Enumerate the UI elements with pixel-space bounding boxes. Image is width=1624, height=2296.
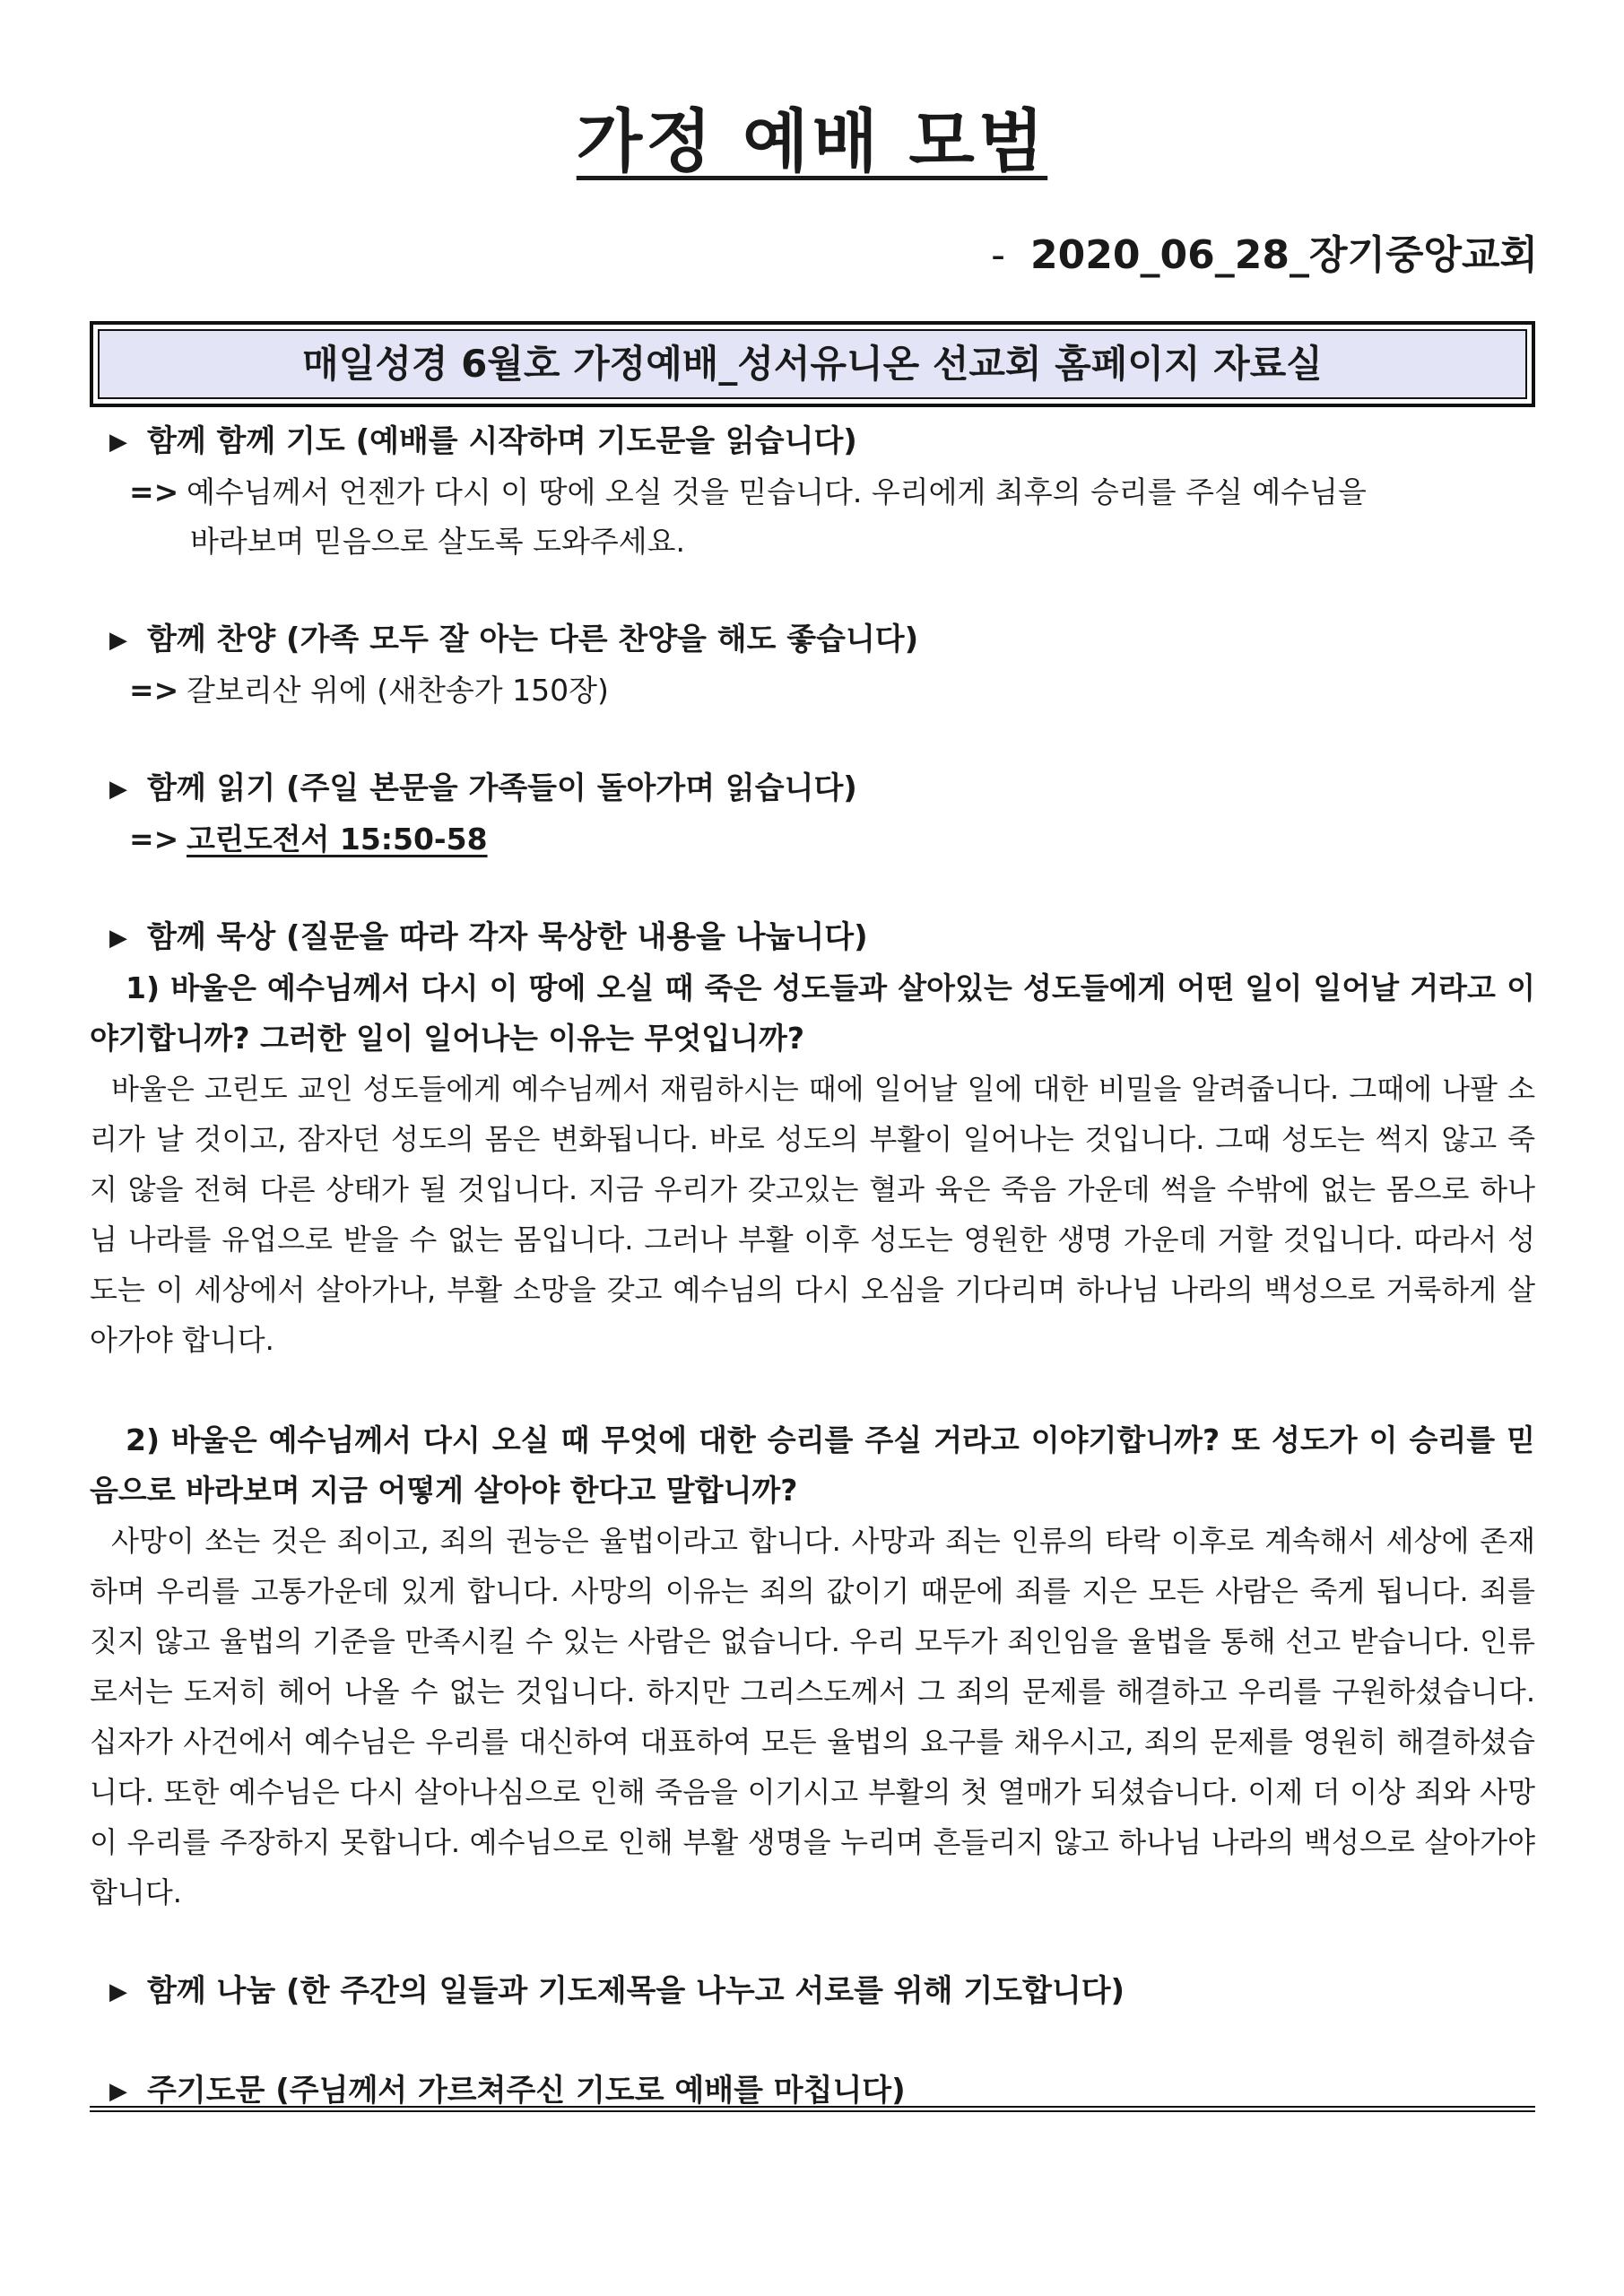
question-1: 1) 바울은 예수님께서 다시 이 땅에 오실 때 죽은 성도들과 살아있는 성도들에게 어떤 일이 일어날 거라고 이야기합니까? 그러한 일이 일어나는 이유는 무엇입니까? [90, 970, 1535, 1056]
dash-mark: - [991, 232, 1006, 278]
triangle-bullet-icon: ▶ [109, 925, 127, 952]
date-church-line [991, 229, 1538, 283]
section-heading: ▶ 함께 나눔 (한 주간의 일들과 기도제목을 나누고 서로를 위해 기도합니다) [109, 1966, 1535, 2017]
document-title: 가정 예배 모범 [576, 101, 1048, 181]
answer-2: 사망이 쏘는 것은 죄이고, 죄의 권능은 율법이라고 합니다. 사망과 죄는 인류의 타락 이후로 계속해서 세상에 존재하며 우리를 고통가운데 있게 합니다. 사망의 이유는 죄의 값이기 때문에 죄를 지은 모든 사람은 죽게 됩니다. 죄를 짓지 않고 율법의 기준을 만족시킬 수 있는 사람은 없습니다. 우리 모두가 죄인임을 율법을 통해 선고 받습니다. 인류로서는 도저히 헤어 나올 수 없는 것입니다. 하지만 그리스도께서 그 죄의 문제를 해결하고 우리를 구원하셨습니다. 십자가 사건에서 예수님은 우리를 대신하여 대표하여 모든 율법의 요구를 채우시고, 죄의 문제를 영원히 해결하셨습니다. 또한 예수님은 다시 살아나심으로 인해 죽음을 이기시고 부활의 첫 열매가 되셨습니다. 이제 더 이상 죄와 사망이 우리를 주장하지 못합니다. 예수님으로 인해 부활 생명을 누리며 흔들리지 않고 하나님 나라의 백성으로 살아가야 합니다. [90, 1524, 1535, 1909]
section-sharing [90, 1966, 1535, 2017]
section-reading [90, 763, 1535, 864]
section-meditation [90, 912, 1535, 1918]
section-answer: => 예수님께서 언젠가 다시 이 땅에 오실 것을 믿습니다. 우리에게 최후의 승리를 주실 예수님을 [129, 467, 1535, 517]
arrow-icon: => [129, 822, 179, 857]
arrow-icon: => [129, 474, 179, 509]
section-answer-continued: 바라보며 믿음으로 살도록 도와주세요. [190, 524, 686, 559]
triangle-bullet-icon: ▶ [109, 1979, 127, 2005]
date-church-text: 2020_06_28_장기중앙교회 [1030, 232, 1538, 278]
section-heading: ▶ 함께 읽기 (주일 본문을 가족들이 돌아가며 읽습니다) [109, 763, 1535, 814]
section-heading: ▶ 함께 찬양 (가족 모두 잘 아는 다른 찬양을 해도 좋습니다) [109, 614, 1535, 665]
scripture-reference: 고린도전서 15:50-58 [187, 822, 488, 857]
source-banner-text: 매일성경 6월호 가정예배_성서유니온 선교회 홈페이지 자료실 [98, 329, 1527, 399]
source-banner [90, 321, 1535, 407]
triangle-bullet-icon: ▶ [109, 627, 127, 654]
section-prayer [90, 416, 1535, 566]
section-heading: ▶ 함께 묵상 (질문을 따라 각자 묵상한 내용을 나눕니다) [109, 912, 1535, 963]
question-2: 2) 바울은 예수님께서 다시 오실 때 무엇에 대한 승리를 주실 거라고 이야기합니까? 또 성도가 이 승리를 믿음으로 바라보며 지금 어떻게 살아야 한다고 말합니까? [90, 1422, 1535, 1508]
section-answer [129, 814, 1535, 864]
section-praise [90, 614, 1535, 715]
arrow-icon: => [129, 673, 179, 708]
section-answer: => 갈보리산 위에 (새찬송가 150장) [129, 665, 1535, 715]
triangle-bullet-icon: ▶ [109, 776, 127, 803]
triangle-bullet-icon: ▶ [109, 2078, 127, 2105]
section-heading: ▶ 함께 함께 기도 (예배를 시작하며 기도문을 읽습니다) [109, 416, 1535, 467]
triangle-bullet-icon: ▶ [109, 429, 127, 456]
bottom-double-rule [90, 2106, 1535, 2112]
section-heading: ▶ 주기도문 (주님께서 가르쳐주신 기도로 예배를 마칩니다) [109, 2066, 1535, 2117]
content-body [90, 416, 1535, 2117]
answer-1: 바울은 고린도 교인 성도들에게 예수님께서 재림하시는 때에 일어날 일에 대한 비밀을 알려줍니다. 그때에 나팔 소리가 날 것이고, 잠자던 성도의 몸은 변화됩니다. 바로 성도의 부활이 일어나는 것입니다. 그때 성도는 썩지 않고 죽지 않을 전혀 다른 상태가 될 것입니다. 지금 우리가 갖고있는 혈과 육은 죽음 가운데 썩을 수밖에 없는 몸으로 하나님 나라를 유업으로 받을 수 없는 몸입니다. 그러나 부활 이후 성도는 영원한 생명 가운데 거할 것입니다. 따라서 성도는 이 세상에서 살아가나, 부활 소망을 갖고 예수님의 다시 오심을 기다리며 하나님 나라의 백성으로 거룩하게 살아가야 합니다. [90, 1072, 1535, 1357]
